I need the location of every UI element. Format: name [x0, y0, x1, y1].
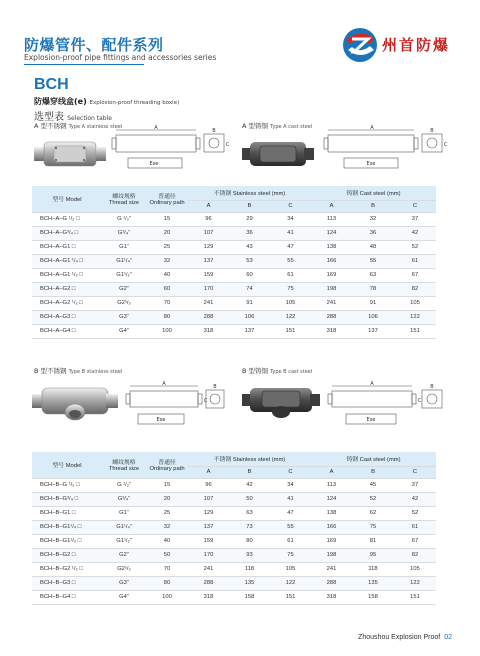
dim-b-label: B [430, 128, 434, 134]
table-cell: 52 [394, 506, 436, 520]
table-cell: 105 [394, 296, 436, 310]
col-model-header: 型号 Model [32, 186, 102, 212]
exe-label: Exe [156, 417, 166, 423]
table-cell: G2¹/₂ [102, 562, 146, 576]
table-cell: 80 [146, 576, 188, 590]
type-a-cast-photo [240, 136, 316, 172]
product-name [34, 96, 179, 107]
table-cell: 62 [352, 506, 394, 520]
model-cell: BCH–B–G³/₄ □ [32, 492, 102, 506]
table-cell: 50 [229, 492, 270, 506]
col-path-en: Ordinary path [149, 466, 185, 473]
dim-b-label: B [430, 384, 434, 390]
exe-label: Exe [366, 161, 376, 167]
table-cell: 82 [394, 282, 436, 296]
table-cell: 96 [188, 212, 229, 226]
table-cell: 137 [188, 254, 229, 268]
table-cell: 45 [352, 478, 394, 492]
col-sub-header: B [352, 466, 394, 478]
type-b-stainless-photo [30, 378, 120, 428]
col-sub-header: B [229, 466, 270, 478]
table-cell: 288 [188, 310, 229, 324]
table-cell: 198 [311, 282, 352, 296]
table-cell: 124 [311, 492, 352, 506]
table-cell: 137 [229, 324, 270, 338]
table-cell: 288 [311, 576, 352, 590]
product-name-en: Explosion-proof threading boxle) [89, 100, 180, 106]
table-cell: G4” [102, 324, 146, 338]
table-cell: 32 [352, 212, 394, 226]
col-thread-cn: 螺纹规格 [112, 194, 136, 201]
table-cell: 82 [394, 548, 436, 562]
table-row [32, 226, 436, 240]
model-cell: BCH–B–G3 □ [32, 576, 102, 590]
caption-b-cast-en: Type B cast steel [270, 369, 313, 375]
table-row [32, 506, 436, 520]
col-path-header [146, 186, 188, 212]
table-cell: 29 [229, 212, 270, 226]
caption-a-cast-en: Type A cast steel [270, 124, 313, 130]
selection-table-b [32, 452, 436, 605]
table-row [32, 296, 436, 310]
table-cell: 32 [146, 254, 188, 268]
table-cell: 55 [270, 254, 311, 268]
col-thread-en: Thread size [108, 466, 140, 473]
table-cell: G3” [102, 310, 146, 324]
table-row [32, 310, 436, 324]
table-cell: G ¹/₂” [102, 212, 146, 226]
brand-name: 州首防爆 [382, 36, 451, 54]
table-row [32, 268, 436, 282]
col-model-header: 型号 Model [32, 452, 102, 478]
col-sub-header: B [352, 200, 394, 212]
table-row [32, 520, 436, 534]
table-row [32, 548, 436, 562]
table-cell: G2¹/₂ [102, 296, 146, 310]
table-cell: 105 [394, 562, 436, 576]
model-cell: BCH–A–G2 ¹/₂ □ [32, 296, 102, 310]
table-row [32, 254, 436, 268]
table-cell: 73 [229, 520, 270, 534]
table-cell: 63 [229, 506, 270, 520]
table-row [32, 324, 436, 338]
col-stainless-header: 不锈钢 Stainless steel (mm) [188, 186, 311, 200]
table-cell: 42 [229, 478, 270, 492]
table-cell: 48 [352, 240, 394, 254]
table-cell: 61 [270, 534, 311, 548]
table-cell: 151 [394, 324, 436, 338]
table-cell: 106 [229, 310, 270, 324]
table-cell: 138 [311, 240, 352, 254]
caption-b-stainless [34, 366, 122, 375]
table-cell: 96 [188, 478, 229, 492]
model-cell: BCH–A–G4 □ [32, 324, 102, 338]
table-cell: 137 [352, 324, 394, 338]
table-cell: 70 [146, 562, 188, 576]
caption-a-cast [242, 121, 312, 130]
table-cell: 50 [146, 548, 188, 562]
table-row [32, 562, 436, 576]
table-cell: 80 [146, 310, 188, 324]
table-cell: G³/₄” [102, 492, 146, 506]
model-cell: BCH–B–G1 □ [32, 506, 102, 520]
table-cell: 106 [352, 310, 394, 324]
table-cell: 107 [188, 492, 229, 506]
table-cell: G3” [102, 576, 146, 590]
dim-c-label: C [226, 142, 230, 148]
table-cell: 25 [146, 240, 188, 254]
table-row [32, 240, 436, 254]
selection-table-a [32, 186, 436, 339]
page-title: 防爆管件、配件系列 [24, 36, 164, 54]
table-cell: 129 [188, 240, 229, 254]
table-cell: 41 [270, 492, 311, 506]
table-cell: 75 [352, 520, 394, 534]
table-cell: 198 [311, 548, 352, 562]
col-thread-en: Thread size [108, 200, 140, 207]
table-cell: G1” [102, 240, 146, 254]
table-cell: 60 [229, 268, 270, 282]
caption-b-stainless-cn: B 型不锈钢 [34, 367, 67, 375]
type-b-cast-drawing [326, 380, 450, 432]
table-cell: 107 [188, 226, 229, 240]
table-cell: 32 [146, 520, 188, 534]
type-b-cast-photo [240, 382, 322, 422]
col-sub-header: B [229, 200, 270, 212]
table-cell: 41 [270, 226, 311, 240]
table-cell: 105 [270, 296, 311, 310]
page-footer [358, 634, 452, 641]
dim-a-label: A [154, 125, 158, 131]
col-path-en: Ordinary path [149, 200, 185, 207]
table-cell: 151 [394, 590, 436, 604]
model-cell: BCH–B–G ¹/₂ □ [32, 478, 102, 492]
table-cell: G1¹/₂” [102, 268, 146, 282]
model-cell: BCH–A–G1 ¹/₄ □ [32, 254, 102, 268]
table-cell: 67 [394, 268, 436, 282]
table-row [32, 212, 436, 226]
table-cell: 122 [270, 576, 311, 590]
col-sub-header: C [270, 200, 311, 212]
table-cell: 61 [394, 520, 436, 534]
table-row [32, 478, 436, 492]
table-cell: 42 [394, 226, 436, 240]
table-cell: 118 [229, 562, 270, 576]
exe-label: Exe [366, 417, 376, 423]
model-cell: BCH–B–G1¹/₄ □ [32, 520, 102, 534]
model-cell: BCH–A–G1 ¹/₂ □ [32, 268, 102, 282]
table-cell: 34 [270, 478, 311, 492]
table-cell: 159 [188, 534, 229, 548]
col-sub-header: A [311, 466, 352, 478]
selection-title-en: Selection table [67, 115, 112, 122]
col-stainless-header: 不锈钢 Stainless steel (mm) [188, 452, 311, 466]
col-sub-header: A [311, 200, 352, 212]
caption-a-stainless-cn: A 型不锈钢 [34, 122, 67, 130]
model-cell: BCH–A–G ¹/₂ □ [32, 212, 102, 226]
caption-b-stainless-en: Type B stainless steel [68, 369, 123, 375]
table-cell: 151 [270, 324, 311, 338]
dim-a-label: A [370, 381, 374, 387]
col-path-cn: 普通径 [158, 460, 176, 467]
table-cell: 151 [270, 590, 311, 604]
caption-a-stainless [34, 121, 122, 130]
table-cell: 122 [270, 310, 311, 324]
type-a-stainless-drawing [110, 124, 228, 174]
col-sub-header: A [188, 466, 229, 478]
caption-a-stainless-en: Type A stainless steel [68, 124, 123, 130]
table-cell: 170 [188, 282, 229, 296]
table-cell: 105 [270, 562, 311, 576]
dim-a-label: A [370, 125, 374, 131]
table-cell: G2” [102, 282, 146, 296]
table-cell: 288 [188, 576, 229, 590]
table-cell: 169 [311, 534, 352, 548]
selection-title-cn: 选型表 [34, 112, 64, 123]
model-cell: BCH–A–G³/₄ □ [32, 226, 102, 240]
table-cell: 100 [146, 324, 188, 338]
table-cell: 67 [394, 534, 436, 548]
table-cell: 20 [146, 492, 188, 506]
dim-c-label: C [204, 398, 208, 404]
table-cell: 37 [394, 212, 436, 226]
table-cell: 241 [188, 296, 229, 310]
type-a-stainless-photo [32, 136, 108, 172]
table-cell: G1¹/₂” [102, 534, 146, 548]
table-row [32, 534, 436, 548]
col-thread-cn: 螺纹规格 [112, 460, 136, 467]
table-cell: 55 [270, 520, 311, 534]
product-name-cn: 防爆穿线盒(e) [34, 97, 87, 106]
table-cell: 158 [229, 590, 270, 604]
table-cell: 95 [352, 548, 394, 562]
table-cell: G ¹/₂” [102, 478, 146, 492]
model-cell: BCH–A–G1 □ [32, 240, 102, 254]
page-subtitle: Explosion-proof pipe fittings and accessories series [24, 53, 217, 62]
col-thread-header [102, 186, 146, 212]
model-cell: BCH–B–G2 ¹/₂ □ [32, 562, 102, 576]
table-cell: 36 [229, 226, 270, 240]
footer-text: Zhoushou Explosion Proof [358, 634, 441, 641]
table-cell: 47 [270, 506, 311, 520]
table-cell: 34 [270, 212, 311, 226]
caption-a-cast-cn: A 型铸铜 [242, 122, 269, 130]
table-cell: 318 [188, 324, 229, 338]
table-cell: G³/₄” [102, 226, 146, 240]
header-divider [24, 64, 144, 65]
table-cell: 47 [270, 240, 311, 254]
table-row [32, 576, 436, 590]
table-cell: G1” [102, 506, 146, 520]
table-cell: G1¹/₄” [102, 254, 146, 268]
table-cell: 61 [270, 268, 311, 282]
dim-c-label: C [418, 398, 422, 404]
table-cell: 122 [394, 310, 436, 324]
table-cell: 159 [188, 268, 229, 282]
model-cell: BCH–B–G1¹/₂ □ [32, 534, 102, 548]
type-b-stainless-drawing [124, 380, 228, 432]
dim-c-label: C [444, 142, 448, 148]
table-cell: 170 [188, 548, 229, 562]
table-cell: 135 [352, 576, 394, 590]
table-cell: 122 [394, 576, 436, 590]
col-sub-header: C [394, 466, 436, 478]
table-cell: 288 [311, 310, 352, 324]
table-cell: 61 [394, 254, 436, 268]
table-cell: 166 [311, 254, 352, 268]
table-cell: 20 [146, 226, 188, 240]
product-code: BCH [34, 76, 69, 93]
table-cell: 241 [311, 296, 352, 310]
type-a-cast-drawing [322, 124, 450, 174]
table-cell: 91 [229, 296, 270, 310]
col-sub-header: A [188, 200, 229, 212]
brand-logo-icon [340, 26, 380, 64]
table-cell: 124 [311, 226, 352, 240]
table-cell: G2” [102, 548, 146, 562]
table-cell: 318 [311, 324, 352, 338]
table-cell: 63 [352, 268, 394, 282]
table-row [32, 492, 436, 506]
table-cell: 70 [146, 296, 188, 310]
col-path-header [146, 452, 188, 478]
dim-a-label: A [162, 381, 166, 387]
table-cell: 318 [311, 590, 352, 604]
table-cell: 52 [352, 492, 394, 506]
table-cell: G4” [102, 590, 146, 604]
table-cell: 40 [146, 534, 188, 548]
col-sub-header: C [394, 200, 436, 212]
caption-b-cast-cn: B 型铸铜 [242, 367, 269, 375]
table-cell: 318 [188, 590, 229, 604]
col-cast-header: 铸钢 Cast steel (mm) [311, 452, 436, 466]
col-cast-header: 铸钢 Cast steel (mm) [311, 186, 436, 200]
table-cell: 241 [311, 562, 352, 576]
table-cell: 40 [146, 268, 188, 282]
table-cell: 52 [394, 240, 436, 254]
model-cell: BCH–B–G2 □ [32, 548, 102, 562]
table-cell: 36 [352, 226, 394, 240]
col-thread-header [102, 452, 146, 478]
table-cell: 75 [270, 282, 311, 296]
table-cell: 169 [311, 268, 352, 282]
table-cell: G1¹/₄” [102, 520, 146, 534]
dim-b-label: B [212, 128, 216, 134]
dim-b-label: B [213, 384, 217, 390]
table-cell: 37 [394, 478, 436, 492]
table-cell: 74 [229, 282, 270, 296]
table-cell: 78 [352, 282, 394, 296]
table-row [32, 282, 436, 296]
exe-label: Exe [149, 161, 159, 167]
table-cell: 80 [229, 534, 270, 548]
table-cell: 118 [352, 562, 394, 576]
table-cell: 53 [229, 254, 270, 268]
page-number: 02 [444, 634, 452, 641]
table-cell: 60 [146, 282, 188, 296]
col-path-cn: 普通径 [158, 194, 176, 201]
table-cell: 166 [311, 520, 352, 534]
table-cell: 75 [270, 548, 311, 562]
model-cell: BCH–B–G4 □ [32, 590, 102, 604]
model-cell: BCH–A–G2 □ [32, 282, 102, 296]
table-cell: 15 [146, 478, 188, 492]
table-cell: 25 [146, 506, 188, 520]
model-cell: BCH–A–G3 □ [32, 310, 102, 324]
table-cell: 137 [188, 520, 229, 534]
table-cell: 129 [188, 506, 229, 520]
table-cell: 158 [352, 590, 394, 604]
table-cell: 113 [311, 478, 352, 492]
table-cell: 135 [229, 576, 270, 590]
table-cell: 43 [229, 240, 270, 254]
table-cell: 15 [146, 212, 188, 226]
table-cell: 241 [188, 562, 229, 576]
col-sub-header: C [270, 466, 311, 478]
table-cell: 100 [146, 590, 188, 604]
table-cell: 91 [352, 296, 394, 310]
table-cell: 42 [394, 492, 436, 506]
table-cell: 138 [311, 506, 352, 520]
table-cell: 55 [352, 254, 394, 268]
table-row [32, 590, 436, 604]
caption-b-cast [242, 366, 312, 375]
table-cell: 113 [311, 212, 352, 226]
table-cell: 81 [352, 534, 394, 548]
table-cell: 93 [229, 548, 270, 562]
